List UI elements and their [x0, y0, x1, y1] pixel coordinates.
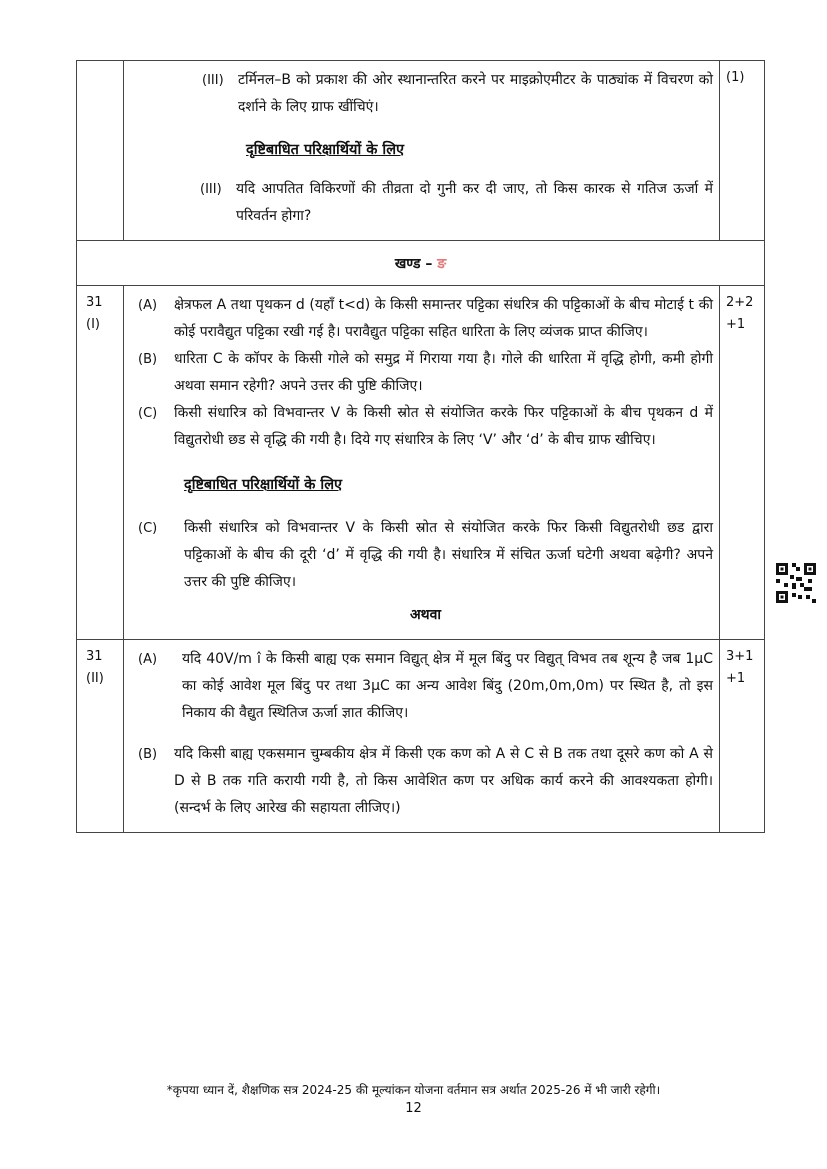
- qr-code-icon: [776, 563, 816, 603]
- marks-line: 3+1: [726, 649, 754, 664]
- item-label: (C): [138, 521, 158, 536]
- item-text: क्षेत्रफल A तथा पृथकन d (यहाँ t<d) के किसी समान्तर पट्टिका संधरित्र की पट्टिकाओं के बीच मोटाई t की कोई परावैद्युत पट्टिका रखी गई है। परावैद्युत पट्टिका सहित धारिता के लिए व्यंजक प्राप्त कीजिए।: [174, 297, 713, 340]
- list-item: [138, 400, 713, 454]
- question-body: [124, 640, 720, 833]
- page-number: 12: [405, 1101, 422, 1116]
- question-body: [124, 286, 720, 640]
- question-number: 31: [86, 295, 103, 310]
- question-31-part-2: [77, 640, 765, 833]
- question-table: [76, 60, 765, 833]
- item-label: (III): [202, 73, 224, 88]
- or-divider: अथवा: [409, 607, 442, 623]
- item-text: टर्मिनल–B को प्रकाश की ओर स्थानान्तरित करने पर माइक्रोएमीटर के पाठ्यांक में विचरण को दर्शाने के लिए ग्राफ खींचिएं।: [238, 72, 713, 115]
- item-label: (III): [200, 182, 222, 197]
- list-item: [138, 646, 713, 727]
- section-header-row: [77, 241, 765, 286]
- item-text: यदि आपतित विकिरणों की तीव्रता दो गुनी कर दी जाए, तो किस कारक से गतिज ऊर्जा में परिवर्तन होगा?: [236, 181, 713, 224]
- question-31-part-1: [77, 286, 765, 640]
- item-label: (C): [138, 406, 158, 421]
- list-item: [138, 292, 713, 346]
- section-label: खण्ड –: [394, 255, 433, 272]
- item-text: यदि किसी बाह्य एकसमान चुम्बकीय क्षेत्र में किसी एक कण को A से C से B तक तथा दूसरे कण को A से D से B तक गति करायी गयी है, तो किस आवेशित कण पर अधिक कार्य करने की आवश्यकता होगी। (सन्दर्भ के लिए आरेख की सहायता लीजिए।): [174, 746, 713, 816]
- marks-line: +1: [726, 671, 746, 686]
- marks-line: +1: [726, 317, 746, 332]
- section-letter: ङ: [437, 255, 447, 272]
- marks-cell: (1): [720, 61, 765, 241]
- item-text: यदि 40V/m î के किसी बाह्य एक समान विद्युत् क्षेत्र में मूल बिंदु पर विद्युत् विभव तब शून्य है जब 1μC का कोई आवेश मूल बिंदु पर तथा 3μC का अन्य आवेश बिंदु (20m,0m,0m) पर स्थित है, तो इस निकाय की वैद्युत स्थितिज ऊर्जा ज्ञात कीजिए।: [182, 651, 713, 721]
- list-item: [138, 515, 713, 596]
- section-title: [77, 241, 765, 286]
- list-item: [138, 346, 713, 400]
- item-text: धारिता C के कॉपर के किसी गोले को समुद्र में गिराया गया है। गोले की धारिता में वृद्धि होगी, कमी होगी अथवा समान रहेगी? अपने उत्तर की पुष्टि कीजिए।: [174, 351, 713, 394]
- continuation-row: [77, 61, 765, 241]
- visually-impaired-heading: दृष्टिबाधित परिक्षार्थियों के लिए: [184, 477, 343, 493]
- item-label: (A): [138, 298, 158, 313]
- visually-impaired-heading: दृष्टिबाधित परिक्षार्थियों के लिए: [246, 142, 405, 158]
- qnum-cell-empty: [77, 61, 124, 241]
- footer-note: *कृपया ध्यान दें, शैक्षणिक सत्र 2024-25 की मूल्यांकन योजना वर्तमान सत्र अर्थात 2025-26 में भी जारी रहेगी।: [166, 1083, 661, 1097]
- marks-line: 2+2: [726, 295, 754, 310]
- item-text: किसी संधारित्र को विभवान्तर V के किसी स्रोत से संयोजित करके फिर पट्टिकाओं के बीच पृथकन d में विद्युतरोधी छड से वृद्धि की गयी है। दिये गए संधारित्र के लिए ‘V’ और ‘d’ के बीच ग्राफ खीचिए।: [174, 405, 713, 448]
- question-number-cell: [77, 286, 124, 640]
- item-label: (B): [138, 352, 158, 367]
- item-label: (B): [138, 747, 158, 762]
- item-text: किसी संधारित्र को विभवान्तर V के किसी स्रोत से संयोजित करके फिर किसी विद्युतरोधी छड द्वारा पट्टिकाओं के बीच की दूरी ‘d’ में वृद्धि की गयी है। संधारित्र में संचित ऊर्जा घटेगी अथवा बढ़ेगी? अपने उत्तर की पुष्टि कीजिए।: [184, 520, 713, 590]
- marks-cell: [720, 286, 765, 640]
- question-number: 31: [86, 649, 103, 664]
- marks-cell: [720, 640, 765, 833]
- question-number-cell: [77, 640, 124, 833]
- item-label: (A): [138, 652, 158, 667]
- question-part: (II): [86, 671, 104, 686]
- list-item: [138, 741, 713, 822]
- question-part: (I): [86, 317, 100, 332]
- question-body: [124, 61, 720, 241]
